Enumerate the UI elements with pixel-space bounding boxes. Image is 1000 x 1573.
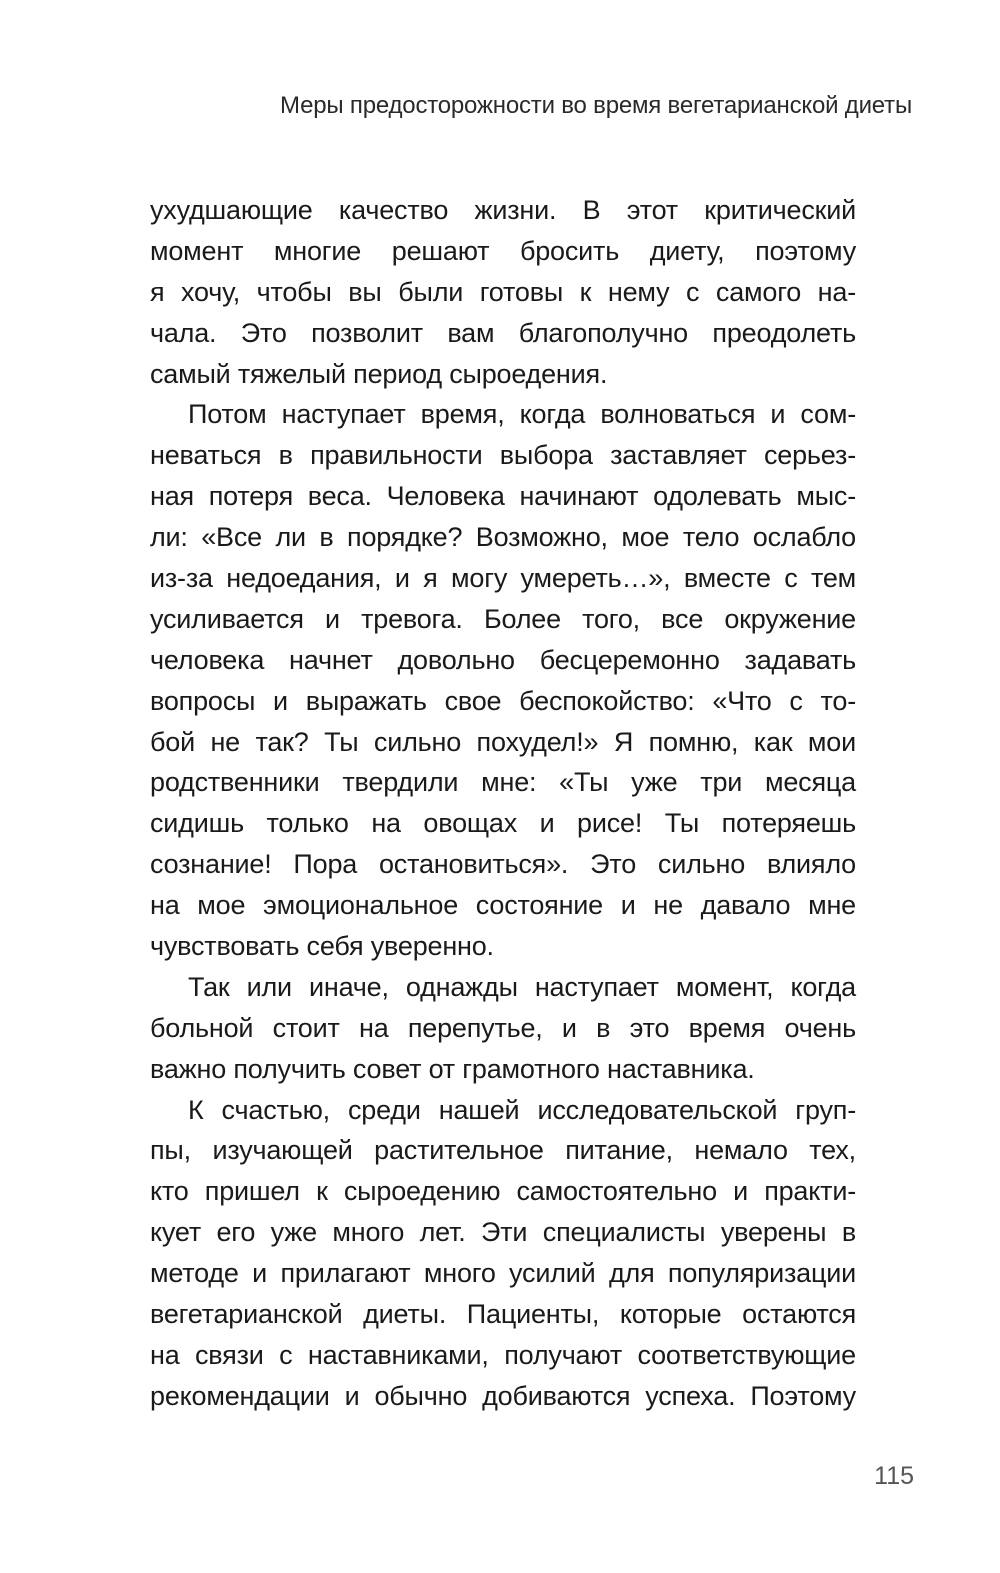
text-line: Потом наступает время, когда волноваться и сом- xyxy=(188,399,856,430)
text-line: сидишь только на овощах и рисе! Ты потеряешь xyxy=(150,808,856,839)
text-line: бой не так? Ты сильно похудел!» Я помню, как мои xyxy=(150,726,856,757)
text-line: Так или иначе, однажды наступает момент, когда xyxy=(188,971,856,1002)
text-line: ухудшающие качество жизни. В этот критический xyxy=(150,195,856,225)
text-line: кто пришел к сыроедению самостоятельно и практи- xyxy=(150,1176,856,1207)
text-line: я хочу, чтобы вы были готовы к нему с самого на- xyxy=(150,276,856,307)
text-line: вопросы и выражать свое беспокойство: «Что с то- xyxy=(150,685,856,716)
text-line: человека начнет довольно бесцеремонно задавать xyxy=(150,644,856,675)
text-line: на связи с наставниками, получают соответствующие xyxy=(150,1339,856,1370)
text-line: ная потеря веса. Человека начинают одолевать мыс- xyxy=(150,481,856,512)
running-header: Меры предосторожности во время вегетарианской диеты xyxy=(280,92,912,119)
text-line: К счастью, среди нашей исследовательской груп- xyxy=(188,1094,856,1125)
text-line: кует его уже много лет. Эти специалисты уверены в xyxy=(150,1217,856,1248)
text-line: на мое эмоциональное состояние и не давало мне xyxy=(150,890,856,921)
text-line: рекомендации и обычно добиваются успеха. Поэтому xyxy=(150,1380,856,1411)
text-line: чала. Это позволит вам благополучно преодолеть xyxy=(150,317,856,348)
text-line: больной стоит на перепутье, и в это время очень xyxy=(150,1012,856,1043)
text-line: усиливается и тревога. Более того, все окружение xyxy=(150,603,856,634)
text-line: чувствовать себя уверенно. xyxy=(150,931,494,962)
text-line: ли: «Все ли в порядке? Возможно, мое тело ослабло xyxy=(150,522,856,553)
body-text xyxy=(150,190,856,1417)
text-line: методе и прилагают много усилий для популяризации xyxy=(150,1258,856,1289)
text-line: вегетарианской диеты. Пациенты, которые остаются xyxy=(150,1299,856,1330)
text-line: сознание! Пора остановиться». Это сильно влияло xyxy=(150,849,856,880)
text-line: из-за недоедания, и я могу умереть…», вместе с тем xyxy=(150,563,856,594)
text-line: неваться в правильности выбора заставляет серьез- xyxy=(150,440,856,471)
text-line: момент многие решают бросить диету, поэтому xyxy=(150,235,856,266)
text-line: пы, изучающей растительное питание, немало тех, xyxy=(150,1135,856,1166)
text-line: самый тяжелый период сыроедения. xyxy=(150,358,608,389)
page-number: 115 xyxy=(874,1462,914,1490)
text-line: важно получить совет от грамотного наставника. xyxy=(150,1053,755,1084)
text-line: родственники твердили мне: «Ты уже три месяца xyxy=(150,767,856,798)
